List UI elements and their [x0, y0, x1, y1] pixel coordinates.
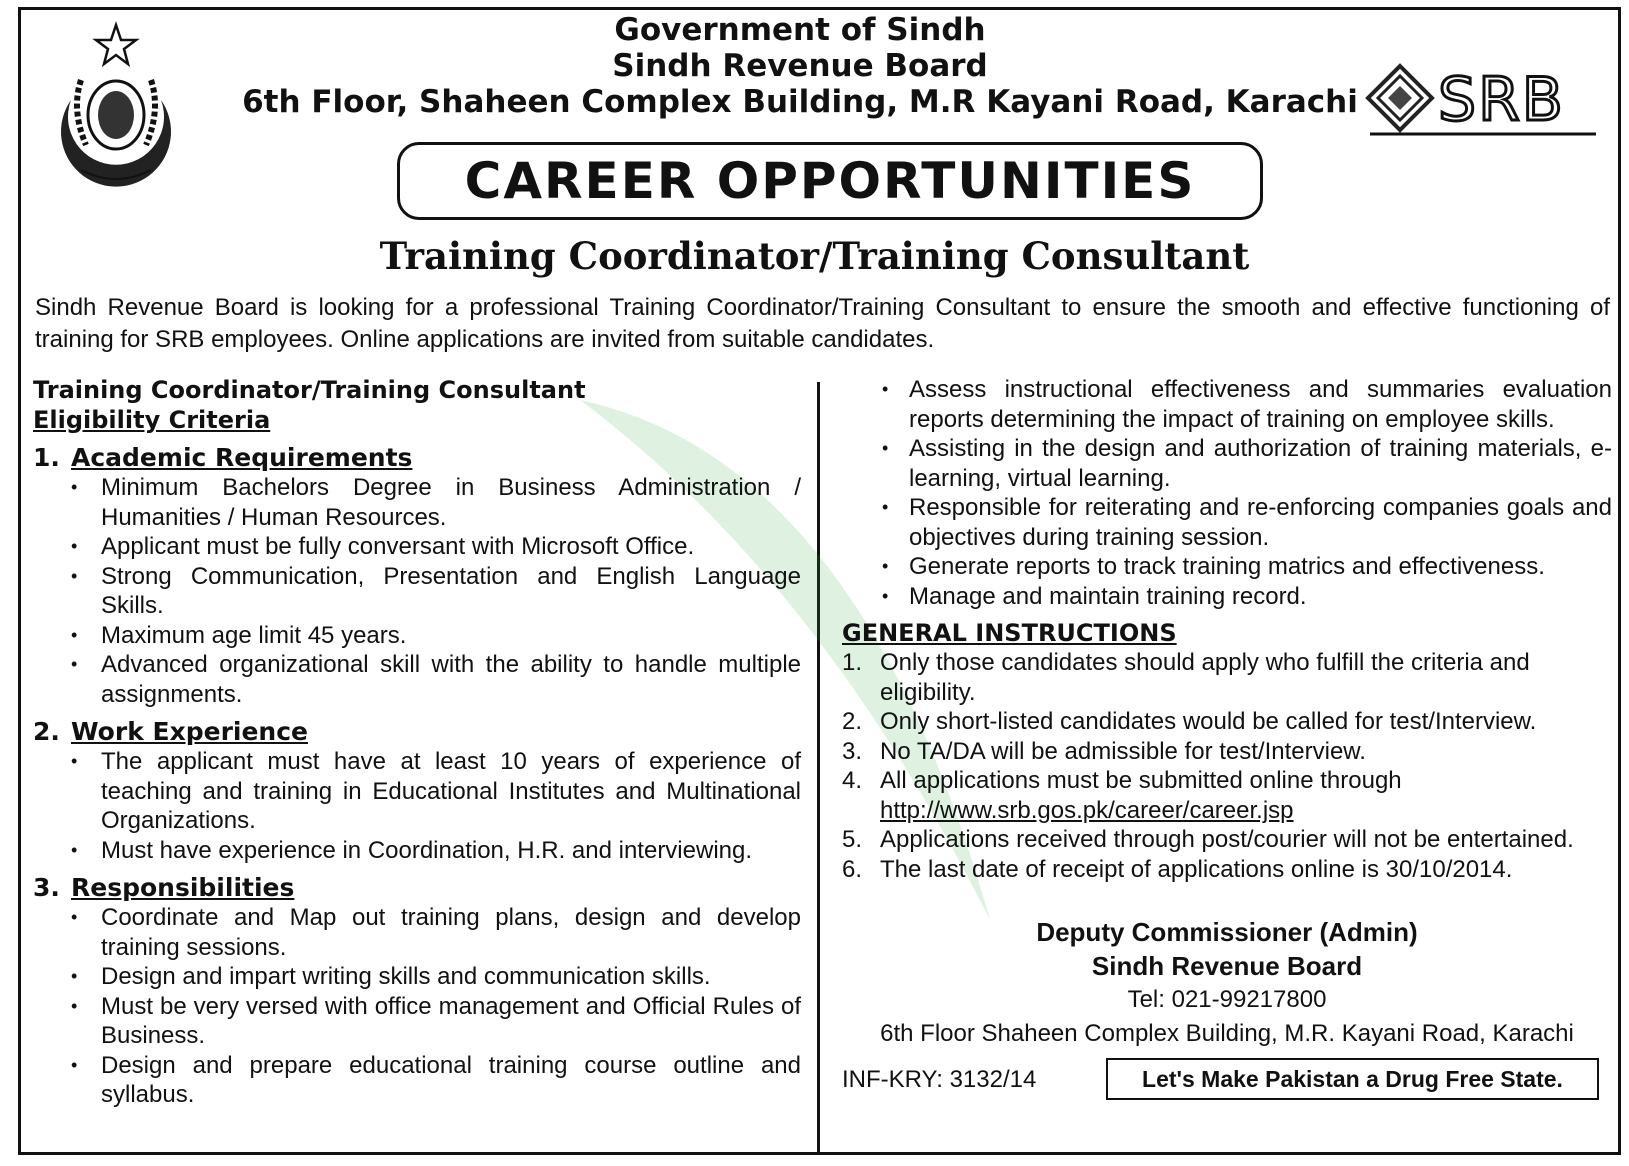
- list-item: • Advanced organizational skill with the ability to handle multiple assignments.: [33, 650, 801, 709]
- section-heading: [33, 443, 801, 473]
- list-item: • The applicant must have at least 10 years of experience of teaching and training in Educational Institutes and Multinational Organizations.: [33, 747, 801, 836]
- list-item: • Applicant must be fully conversant with Microsoft Office.: [33, 532, 801, 562]
- instruction-number: 5.: [842, 826, 863, 853]
- instruction-text: All applications must be submitted online through: [880, 767, 1402, 794]
- career-banner-text: CAREER OPPORTUNITIES: [464, 152, 1196, 210]
- left-column: [33, 375, 801, 1110]
- section-number: 3.: [33, 873, 60, 902]
- list-item: • Strong Communication, Presentation and English Language Skills.: [33, 562, 801, 621]
- right-column: [842, 375, 1612, 884]
- list-item: • Minimum Bachelors Degree in Business Administration / Humanities / Human Resources.: [33, 473, 801, 532]
- instruction-number: 4.: [842, 767, 863, 794]
- list-item: • Must be very versed with office management and Official Rules of Business.: [33, 992, 801, 1051]
- section-heading: [33, 717, 801, 747]
- list-item: • Assess instructional effectiveness and summaries evaluation reports determining the impact of training on employee skills.: [842, 375, 1612, 434]
- instruction-item: [842, 648, 1612, 707]
- instruction-item: [842, 707, 1612, 737]
- section-title: Academic Requirements: [71, 443, 413, 472]
- post-title: Training Coordinator/Training Consultant: [379, 234, 1250, 278]
- instruction-text: The last date of receipt of applications online is 30/10/2014.: [880, 855, 1513, 883]
- section-title: Work Experience: [71, 717, 308, 746]
- signatory-org: Sindh Revenue Board: [1091, 951, 1363, 981]
- career-link[interactable]: http://www.srb.gos.pk/career/career.jsp: [880, 796, 1294, 824]
- signature-block: [842, 915, 1612, 1051]
- instruction-text: No TA/DA will be admissible for test/Interview.: [880, 737, 1366, 765]
- signatory-title: Deputy Commissioner (Admin): [1036, 917, 1418, 947]
- list-item: • Coordinate and Map out training plans, design and develop training sessions.: [33, 903, 801, 962]
- instruction-item: [842, 855, 1612, 885]
- section-number: 2.: [33, 717, 60, 746]
- list-item: • Must have experience in Coordination, H.R. and interviewing.: [33, 836, 801, 866]
- board-address: 6th Floor, Shaheen Complex Building, M.R Kayani Road, Karachi: [242, 84, 1358, 120]
- intro-paragraph: Sindh Revenue Board is looking for a professional Training Coordinator/Training Consultant to ensure the smooth and effective functioning of training for SRB employees. Online applications are invited from suitable candidates.: [35, 294, 1610, 353]
- bullet-list: [842, 375, 1612, 611]
- list-item: • Responsible for reiterating and re-enforcing companies goals and objectives during training session.: [842, 493, 1612, 552]
- slogan-text: Let's Make Pakistan a Drug Free State.: [1142, 1065, 1563, 1092]
- instruction-text: Only short-listed candidates would be called for test/Interview.: [880, 708, 1537, 735]
- eligibility-heading: Eligibility Criteria: [33, 406, 271, 434]
- career-banner: [397, 142, 1263, 220]
- instruction-number: 2.: [842, 708, 863, 735]
- instruction-item: [842, 766, 1612, 825]
- instructions-list: [842, 648, 1612, 884]
- instruction-text: Applications received through post/courier will not be entertained.: [880, 826, 1574, 853]
- section-heading: [33, 873, 801, 903]
- instruction-text: Only those candidates should apply who fulfill the criteria and eligibility.: [880, 649, 1530, 706]
- bullet-list: [33, 473, 801, 709]
- instruction-number: 1.: [842, 649, 863, 676]
- list-item: • Design and impart writing skills and communication skills.: [33, 962, 801, 992]
- column-heading: Training Coordinator/Training Consultant: [33, 376, 586, 404]
- government-name: Government of Sindh: [614, 12, 986, 48]
- list-item: • Design and prepare educational training course outline and syllabus.: [33, 1051, 801, 1110]
- slogan-box: [1106, 1058, 1599, 1100]
- list-item: • Manage and maintain training record.: [842, 582, 1612, 612]
- column-divider: [817, 382, 820, 1155]
- bullet-list: [33, 747, 801, 865]
- instruction-item: [842, 825, 1612, 855]
- section-title: Responsibilities: [71, 873, 295, 902]
- bullet-list: [33, 903, 801, 1110]
- list-item: • Maximum age limit 45 years.: [33, 621, 801, 651]
- reference-number: INF-KRY: 3132/14: [842, 1066, 1037, 1093]
- signatory-address: 6th Floor Shaheen Complex Building, M.R. Kayani Road, Karachi: [880, 1020, 1574, 1047]
- instruction-number: 3.: [842, 737, 863, 765]
- logo-text: SRB: [1438, 65, 1565, 135]
- instruction-item: [842, 737, 1612, 767]
- board-name: Sindh Revenue Board: [612, 48, 988, 84]
- instruction-number: 6.: [842, 855, 863, 883]
- signatory-tel: Tel: 021-99217800: [1127, 986, 1327, 1013]
- list-item: • Generate reports to track training matrics and effectiveness.: [842, 552, 1612, 582]
- section-number: 1.: [33, 443, 60, 472]
- list-item: • Assisting in the design and authorization of training materials, e-learning, virtual learning.: [842, 434, 1612, 493]
- general-instructions-heading: GENERAL INSTRUCTIONS: [842, 619, 1177, 647]
